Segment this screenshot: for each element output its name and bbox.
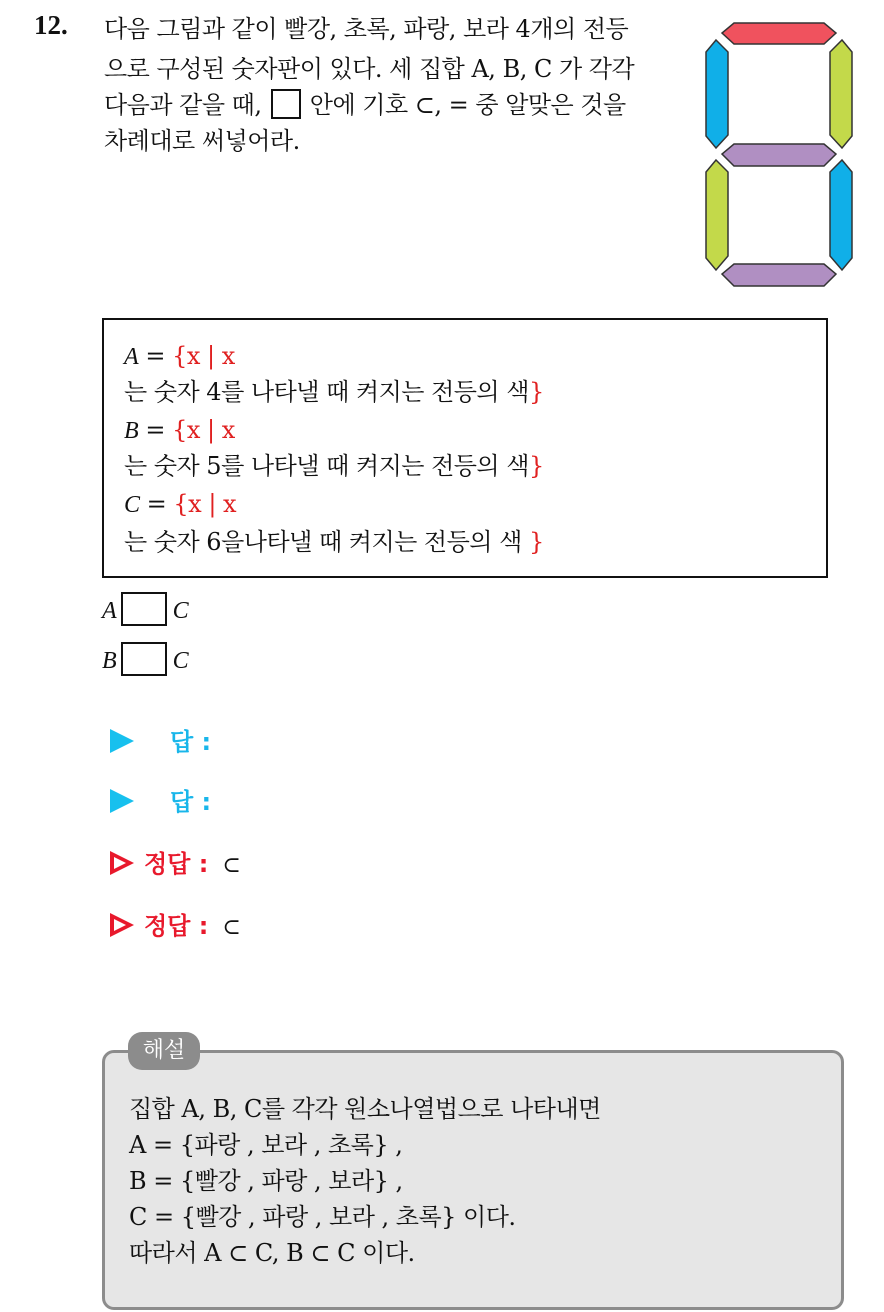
red-outline-triangle-icon	[110, 913, 134, 937]
set-c-condition: 는 숫자 6을나타낼 때 켜지는 전등의 색	[124, 528, 529, 556]
set-c-tail	[124, 524, 544, 560]
question-number: 12.	[34, 10, 68, 40]
explanation-line-1: 집합 A, B, C를 각각 원소나열법으로 나타내면	[129, 1095, 601, 1123]
segment-upper-right	[830, 40, 852, 148]
question-line-3	[104, 88, 626, 122]
correct-label: 정답 :	[144, 850, 209, 878]
set-definition-box	[102, 318, 828, 578]
set-b-close: }	[528, 452, 544, 480]
explanation-line-3: B = {빨강 , 파랑 , 보라} ,	[129, 1167, 403, 1195]
blue-triangle-icon	[110, 789, 134, 813]
relation-right: C	[172, 598, 189, 624]
set-c-name: C	[124, 492, 140, 518]
answer-row-1	[110, 722, 211, 757]
relation-blank-box[interactable]	[121, 592, 167, 626]
correct-value: ⊂	[222, 915, 241, 940]
set-b-tail	[124, 448, 544, 484]
correct-value: ⊂	[222, 853, 241, 878]
set-a-close: }	[528, 378, 544, 406]
relation-b-c	[102, 642, 189, 676]
correct-answer-row-1	[110, 844, 241, 879]
blue-triangle-icon	[110, 729, 134, 753]
explanation-line-2: A = {파랑 , 보라 , 초록} ,	[129, 1131, 403, 1159]
blank-box-icon	[271, 89, 301, 119]
explanation-tag: 해설	[128, 1032, 200, 1070]
set-a-name: A	[124, 344, 139, 370]
relation-a-c	[102, 592, 189, 626]
relation-left: B	[102, 648, 117, 674]
question-line-2: 으로 구성된 숫자판이 있다. 세 집합 A, B, C 가 각각	[104, 55, 635, 83]
answer-row-2	[110, 782, 211, 817]
red-outline-triangle-icon	[110, 851, 134, 875]
question-line-1: 다음 그림과 같이 빨강, 초록, 파랑, 보라 4개의 전등	[104, 15, 629, 43]
set-b-name: B	[124, 418, 139, 444]
set-b-head: B = {x | x	[124, 416, 235, 444]
set-c-head: C = {x | x	[124, 490, 237, 518]
relation-left: A	[102, 598, 117, 624]
explanation-box	[102, 1050, 844, 1310]
seven-segment-display	[704, 18, 854, 290]
segment-bottom	[722, 264, 836, 286]
set-a-condition: 는 숫자 4를 나타낼 때 켜지는 전등의 색	[124, 378, 529, 406]
explanation-line-4: C = {빨강 , 파랑 , 보라 , 초록} 이다.	[129, 1203, 516, 1231]
set-c-close: }	[528, 528, 544, 556]
set-b-brace: {x | x	[172, 416, 235, 444]
question-line-3a: 다음과 같을 때,	[104, 91, 262, 119]
segment-upper-left	[706, 40, 728, 148]
segment-lower-left	[706, 160, 728, 270]
set-b-condition: 는 숫자 5를 나타낼 때 켜지는 전등의 색	[124, 452, 529, 480]
question-line-3b: 안에 기호 ⊂, = 중 알맞은 것을	[309, 91, 626, 119]
answer-label: 답 :	[170, 728, 212, 756]
relation-blank-box[interactable]	[121, 642, 167, 676]
set-a-brace: {x | x	[172, 342, 235, 370]
explanation-line-5: 따라서 A ⊂ C, B ⊂ C 이다.	[129, 1239, 415, 1267]
answer-label: 답 :	[170, 788, 212, 816]
correct-label: 정답 :	[144, 912, 209, 940]
set-c-brace: {x | x	[173, 490, 237, 518]
segment-middle	[722, 144, 836, 166]
segment-top	[722, 23, 836, 44]
segment-lower-right	[830, 160, 852, 270]
set-a-head: A = {x | x	[124, 342, 235, 370]
question-line-4: 차례대로 써넣어라.	[104, 127, 300, 155]
set-a-tail	[124, 374, 544, 410]
relation-right: C	[172, 648, 189, 674]
correct-answer-row-2	[110, 906, 241, 941]
